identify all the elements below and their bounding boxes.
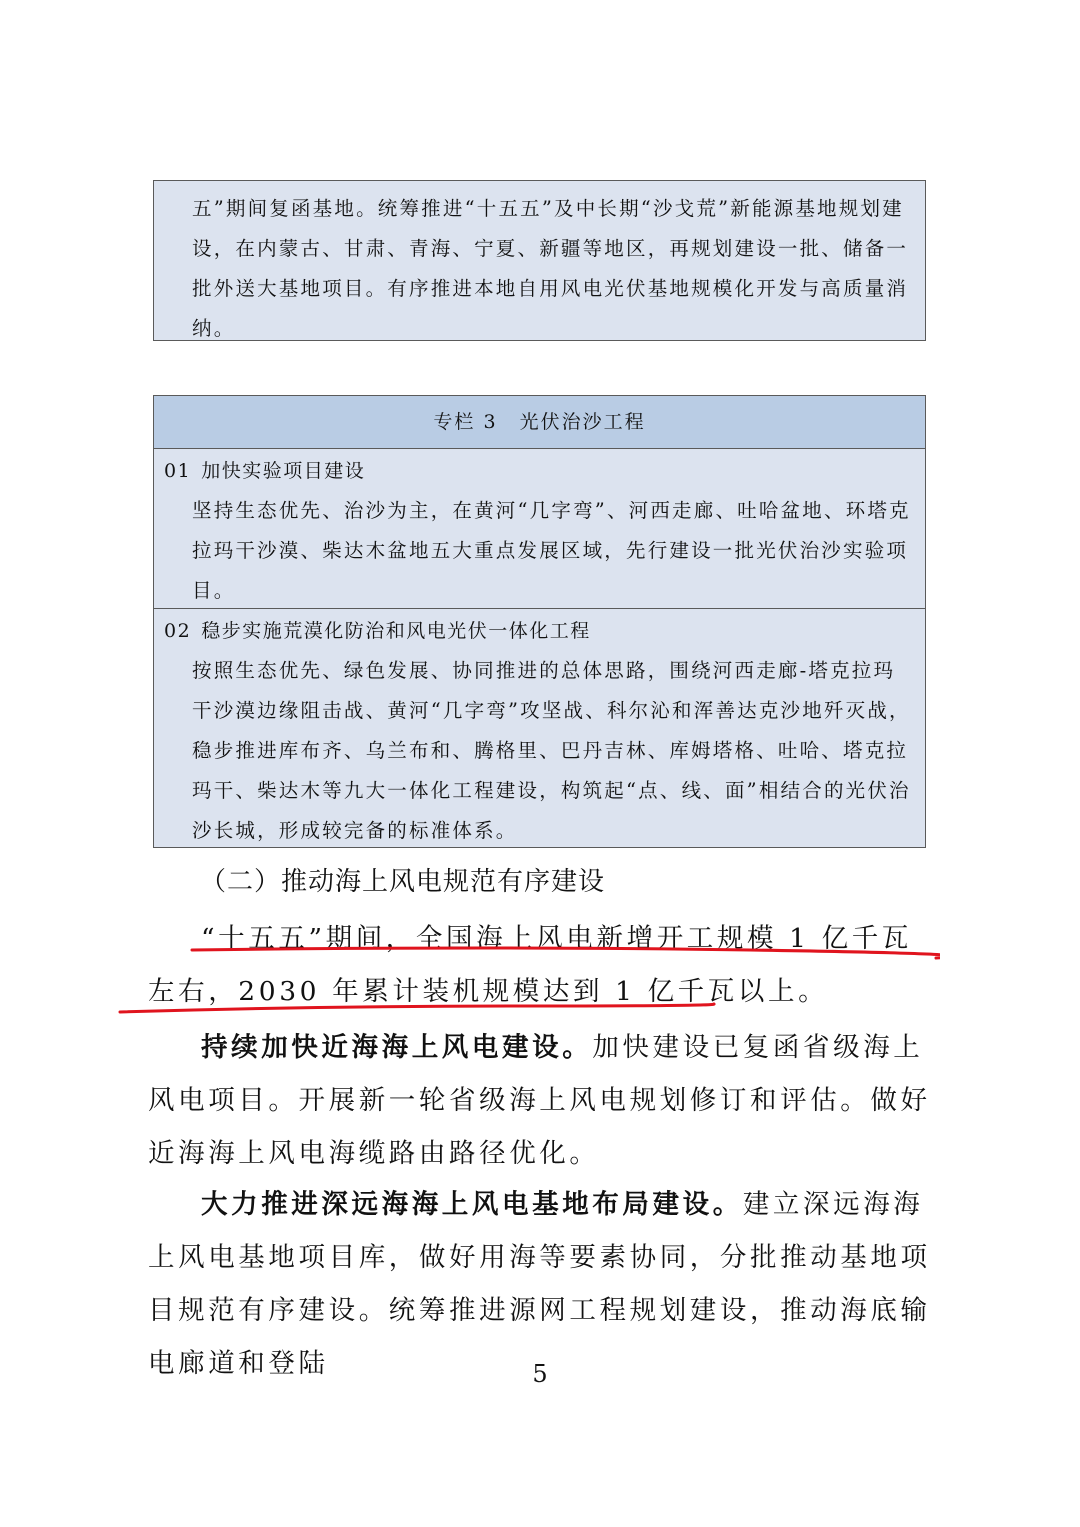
paragraph-text: 加快建设已复函省级海上风电项目。开展新一轮省级海上风电规划修订和评估。做好近海海上风电海缆路由路径优化。 [148,1032,931,1169]
red-underline-2 [118,998,718,1018]
paragraph-lead: 大力推进深远海海上风电基地布局建设。 [201,1189,743,1220]
column-header [154,396,925,449]
nearshore-paragraph [148,1021,936,1180]
column-section-02 [154,608,925,848]
section-title-text: 加快实验项目建设 [201,460,366,482]
section-number: 01 [164,460,192,482]
top-box-text: 五”期间复函基地。统筹推进“十五五”及中长期“沙戈荒”新能源基地规划建设，在内蒙古、甘肃、青海、宁夏、新疆等地区，再规划建设一批、储备一批外送大基地项目。有序推进本地自用风电光伏基地规模化开发与高质量消纳。 [192,197,909,340]
page-number: 5 [532,1360,548,1388]
deep-sea-paragraph [148,1178,936,1390]
top-continuation-box [153,180,926,341]
column-section-01 [154,448,925,609]
section-body: 按照生态优先、绿色发展、协同推进的总体思路，围绕河西走廊-塔克拉玛干沙漠边缘阻击战、黄河“几字弯”攻坚战、科尔沁和浑善达克沙地歼灭战，稳步推进库布齐、乌兰布和、腾格里、巴丹吉林、库姆塔格、吐哈、塔克拉玛干、柴达木等九大一体化工程建设，构筑起“点、线、面”相结合的光伏治沙长城，形成较完备的标准体系。 [192,659,911,842]
paragraph-lead: 持续加快近海海上风电建设。 [201,1032,593,1063]
paragraph-text: 建立深远海海上风电基地项目库，做好用海等要素协同，分批推动基地项目规范有序建设。统筹推进源网工程规划建设，推动海底输电廊道和登陆 [148,1189,931,1379]
column-label: 专栏 3 [433,411,498,433]
section-number: 02 [164,620,192,642]
column-title: 光伏治沙工程 [519,411,646,433]
column-3-box [153,395,926,848]
section-title [164,616,591,646]
red-underline-1 [190,944,940,964]
section-title [164,456,365,486]
section-title-text: 稳步实施荒漠化防治和风电光伏一体化工程 [201,620,591,642]
offshore-target-paragraph: “十五五”期间，全国海上风电新增开工规模 1 亿千瓦左右，2030 年累计装机规模达到 1 亿千瓦以上。 [148,923,912,1007]
section-heading: （二）推动海上风电规范有序建设 [200,867,606,897]
section-body: 坚持生态优先、治沙为主，在黄河“几字弯”、河西走廊、吐哈盆地、环塔克拉玛干沙漠、柴达木盆地五大重点发展区域，先行建设一批光伏治沙实验项目。 [192,499,911,602]
